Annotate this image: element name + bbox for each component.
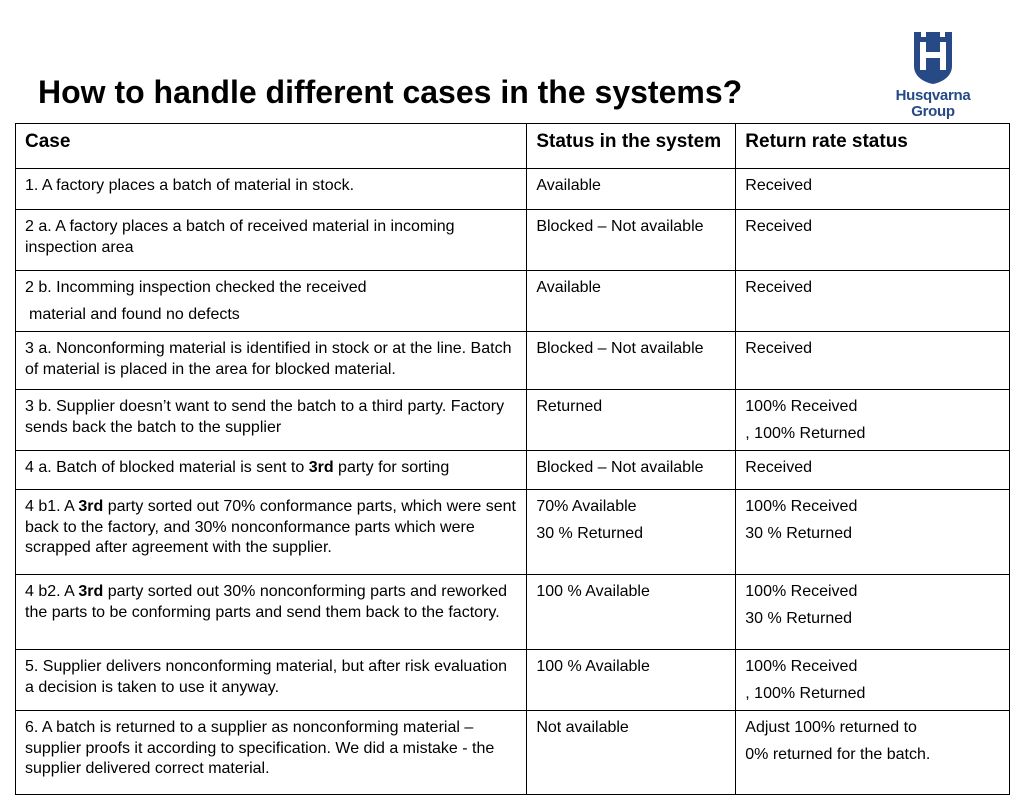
case-cell xyxy=(16,451,527,490)
return-text-secondary: , 100% Returned xyxy=(745,684,866,702)
status-text: Not available xyxy=(536,719,629,736)
case-text xyxy=(25,582,517,623)
case-text-bold: 3rd xyxy=(308,459,334,476)
return-text: 100% Received xyxy=(745,498,858,515)
return-cell xyxy=(736,210,1010,271)
return-text: Received xyxy=(745,177,812,194)
return-cell xyxy=(736,390,1010,451)
logo-text-group: Group xyxy=(911,103,955,120)
return-cell xyxy=(736,271,1010,332)
case-text xyxy=(25,458,517,479)
return-text: Adjust 100% returned to xyxy=(745,719,917,736)
case-cell xyxy=(16,390,527,451)
status-text: 100 % Available xyxy=(536,658,650,675)
status-cell xyxy=(527,390,736,451)
column-header-case: Case xyxy=(16,124,527,169)
case-text: 5. Supplier delivers nonconforming material, but after risk evaluation a decision is taken to use it anyway. xyxy=(25,658,508,696)
status-text: 100 % Available xyxy=(536,583,650,600)
return-text: 100% Received xyxy=(745,398,858,415)
table-row xyxy=(16,390,1010,451)
status-text: Available xyxy=(536,177,601,194)
case-text: 2 a. A factory places a batch of received material in incoming inspection area xyxy=(25,218,455,256)
return-text: Received xyxy=(745,218,812,235)
status-cell xyxy=(527,210,736,271)
company-logo xyxy=(892,30,974,122)
table-row xyxy=(16,169,1010,210)
case-text-end: party for sorting xyxy=(333,459,450,476)
table-header-row xyxy=(16,124,1010,169)
status-cell xyxy=(527,271,736,332)
page-title: How to handle different cases in the systems? xyxy=(38,74,743,110)
case-text: 3 a. Nonconforming material is identified in stock or at the line. Batch of material is placed in the area for blocked material. xyxy=(25,340,512,378)
case-cell xyxy=(16,490,527,575)
status-text: Blocked – Not available xyxy=(536,218,704,235)
case-text xyxy=(25,497,517,559)
table-row xyxy=(16,575,1010,650)
case-text-start: 4 a. Batch of blocked material is sent to xyxy=(25,459,309,476)
return-text-secondary: 30 % Returned xyxy=(745,524,853,542)
case-cell xyxy=(16,169,527,210)
table-row xyxy=(16,711,1010,795)
status-text: Blocked – Not available xyxy=(536,340,704,357)
status-cell xyxy=(527,490,736,575)
return-text-secondary: 0% returned for the batch. xyxy=(745,745,931,763)
table-row xyxy=(16,271,1010,332)
table-row xyxy=(16,490,1010,575)
case-cell xyxy=(16,271,527,332)
return-cell xyxy=(736,451,1010,490)
return-cell xyxy=(736,490,1010,575)
status-text: Blocked – Not available xyxy=(536,459,704,476)
status-text-secondary: 30 % Returned xyxy=(536,524,644,542)
column-header-status: Status in the system xyxy=(527,124,736,169)
case-text-start: 4 b1. A xyxy=(25,498,79,515)
return-text: Received xyxy=(745,279,812,296)
status-cell xyxy=(527,332,736,390)
case-text: 2 b. Incomming inspection checked the received xyxy=(25,279,367,296)
table-row xyxy=(16,650,1010,711)
case-text-bold: 3rd xyxy=(78,583,104,600)
return-text-secondary: 30 % Returned xyxy=(745,609,853,627)
case-text-end: party sorted out 70% conformance parts, which were sent back to the factory, and 30% nonconformance parts which were scrapped after agreement with the supplier. xyxy=(25,498,516,556)
return-text: 100% Received xyxy=(745,583,858,600)
status-cell xyxy=(527,451,736,490)
logo-text-husqvarna: Husqvarna xyxy=(895,87,971,104)
case-text-end: party sorted out 30% nonconforming parts and reworked the parts to be conforming parts and send them back to the factory. xyxy=(25,583,508,621)
column-header-return-rate: Return rate status xyxy=(736,124,1010,169)
case-cell xyxy=(16,650,527,711)
case-cell xyxy=(16,711,527,795)
return-cell xyxy=(736,575,1010,650)
table-row xyxy=(16,451,1010,490)
return-cell xyxy=(736,169,1010,210)
status-text: Returned xyxy=(536,398,603,415)
status-cell xyxy=(527,575,736,650)
case-text-continued: material and found no defects xyxy=(29,305,240,323)
case-text: 3 b. Supplier doesn’t want to send the batch to a third party. Factory sends back the batch to the supplier xyxy=(25,398,505,436)
return-text: 100% Received xyxy=(745,658,858,675)
case-text-bold: 3rd xyxy=(78,498,104,515)
return-text: Received xyxy=(745,459,812,476)
case-cell xyxy=(16,575,527,650)
status-cell xyxy=(527,650,736,711)
status-cell xyxy=(527,711,736,795)
table-row xyxy=(16,332,1010,390)
case-cell xyxy=(16,332,527,390)
case-text-start: 4 b2. A xyxy=(25,583,79,600)
case-text: 6. A batch is returned to a supplier as nonconforming material – supplier proofs it according to specification. We did a mistake - the supplier delivered correct material. xyxy=(25,719,495,777)
table-row xyxy=(16,210,1010,271)
husqvarna-logo-icon xyxy=(908,30,958,86)
return-text-secondary: , 100% Returned xyxy=(745,424,866,442)
return-cell xyxy=(736,711,1010,795)
return-cell xyxy=(736,650,1010,711)
status-cell xyxy=(527,169,736,210)
status-text: Available xyxy=(536,279,601,296)
case-cell xyxy=(16,210,527,271)
status-text: 70% Available xyxy=(536,498,637,515)
case-text: 1. A factory places a batch of material in stock. xyxy=(25,177,355,194)
return-cell xyxy=(736,332,1010,390)
return-text: Received xyxy=(745,340,812,357)
cases-table xyxy=(15,123,1010,795)
